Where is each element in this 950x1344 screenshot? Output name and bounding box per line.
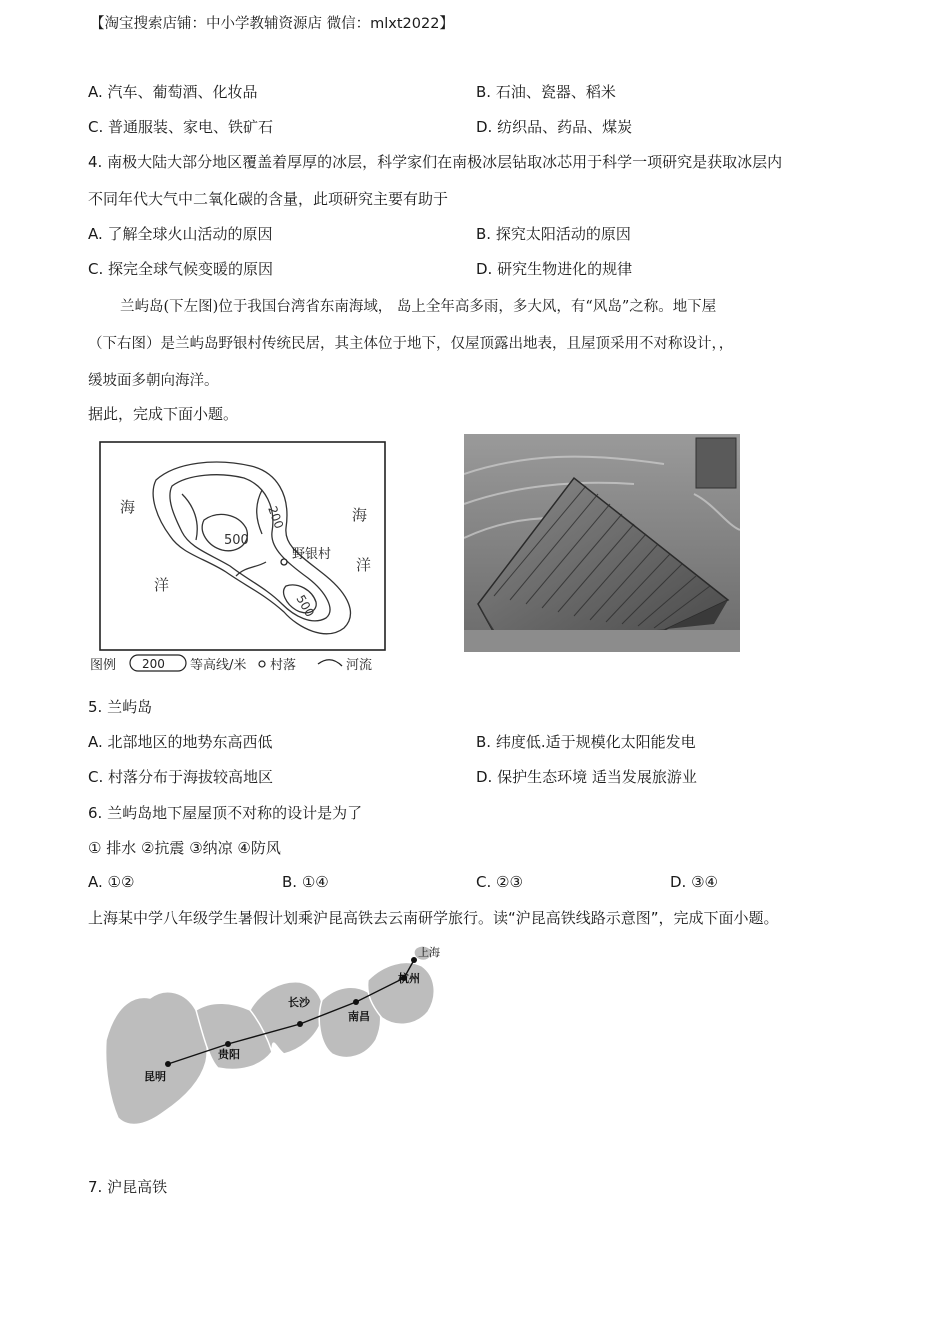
legend-river-symbol: [318, 660, 342, 666]
sea-label-right-1: 海: [352, 506, 368, 524]
city-label-guiyang: 贵阳: [218, 1048, 240, 1061]
sea-label-right-2: 洋: [356, 556, 372, 574]
passage-line1: 兰屿岛(下左图)位于我国台湾省东南海域， 岛上全年高多雨，多大风，有“风岛”之称。地下屋: [120, 299, 717, 315]
q3-option-a[interactable]: A. 汽车、葡萄酒、化妆品: [88, 83, 258, 101]
contour-label-200: 200: [265, 504, 287, 531]
page-header: 【淘宝搜索店铺：中小学教辅资源店 微信：mlxt2022】: [90, 16, 454, 32]
q6-choices: ① 排水 ②抗震 ③纳凉 ④防风: [88, 839, 281, 857]
q3-option-b[interactable]: B. 石油、瓷器、稻米: [476, 83, 616, 101]
legend-contour-label: 等高线/米: [190, 658, 247, 673]
q6-stem: 6. 兰屿岛地下屋屋顶不对称的设计是为了: [88, 804, 363, 822]
q5-option-d[interactable]: D. 保护生态环境 适当发展旅游业: [476, 768, 697, 786]
station-kunming: [165, 1061, 171, 1067]
q4-option-d[interactable]: D. 研究生物进化的规律: [476, 260, 633, 278]
sea-label-left-1: 海: [120, 498, 136, 516]
city-label-changsha: 长沙: [288, 996, 310, 1009]
q4-stem-line1: 4. 南极大陆大部分地区覆盖着厚厚的冰层，科学家们在南极冰层钻取冰芯用于科学一项研究是获取冰层内: [88, 153, 783, 171]
contour-label-500-a: 500: [224, 533, 249, 548]
q4-option-b[interactable]: B. 探究太阳活动的原因: [476, 225, 631, 243]
q6-option-c[interactable]: C. ②③: [476, 873, 523, 891]
city-label-hangzhou: 杭州: [398, 972, 420, 985]
q5-option-c[interactable]: C. 村落分布于海拔较高地区: [88, 768, 274, 786]
village-dot: [281, 559, 287, 565]
legend-village-label: 村落: [270, 658, 297, 673]
q4-option-c[interactable]: C. 探完全球气候变暖的原因: [88, 260, 274, 278]
region-yunnan: [106, 992, 208, 1125]
q7-intro: 上海某中学八年级学生暑假计划乘沪昆高铁去云南研学旅行。读“沪昆高铁线路示意图”，完成下面小题。: [88, 909, 779, 927]
sea-label-left-2: 洋: [154, 576, 170, 594]
legend-contour-value: 200: [142, 657, 165, 671]
q6-option-b[interactable]: B. ①④: [282, 873, 329, 891]
instruction: 据此，完成下面小题。: [88, 405, 239, 423]
passage-line2: （下右图）是兰屿岛野银村传统民居，其主体位于地下，仅屋顶露出地表，且屋顶采用不对称设计，，: [88, 336, 734, 352]
q7-stem: 7. 沪昆高铁: [88, 1178, 168, 1196]
rail-route-map: [100, 940, 466, 1140]
station-guiyang: [225, 1041, 231, 1047]
contour-label-500-b: 500: [293, 592, 317, 620]
q3-option-d[interactable]: D. 纺织品、药品、煤炭: [476, 118, 633, 136]
station-changsha: [297, 1021, 303, 1027]
q5-option-a[interactable]: A. 北部地区的地势东高西低: [88, 733, 273, 751]
q5-option-b[interactable]: B. 纬度低.适于规模化太阳能发电: [476, 733, 696, 751]
station-nanchang: [353, 999, 359, 1005]
station-shanghai: [411, 957, 417, 963]
q4-option-a[interactable]: A. 了解全球火山活动的原因: [88, 225, 273, 243]
city-label-shanghai: 上海: [418, 946, 440, 959]
city-label-kunming: 昆明: [144, 1070, 166, 1083]
q6-option-d[interactable]: D. ③④: [670, 873, 718, 891]
legend-title: 图例: [90, 658, 117, 673]
legend-river-label: 河流: [346, 658, 373, 673]
passage-line3: 缓坡面多朝向海洋。: [88, 373, 219, 389]
city-label-nanchang: 南昌: [348, 1010, 370, 1023]
q3-option-c[interactable]: C. 普通服装、家电、铁矿石: [88, 118, 274, 136]
underground-house-photo: [464, 434, 740, 652]
village-label: 野银村: [292, 547, 332, 562]
q5-stem: 5. 兰屿岛: [88, 698, 153, 716]
q4-stem-line2: 不同年代大气中二氧化碳的含量，此项研究主要有助于: [88, 190, 449, 208]
lanyu-contour-map: [86, 436, 426, 676]
q6-option-a[interactable]: A. ①②: [88, 873, 135, 891]
legend-village-symbol: [259, 661, 265, 667]
